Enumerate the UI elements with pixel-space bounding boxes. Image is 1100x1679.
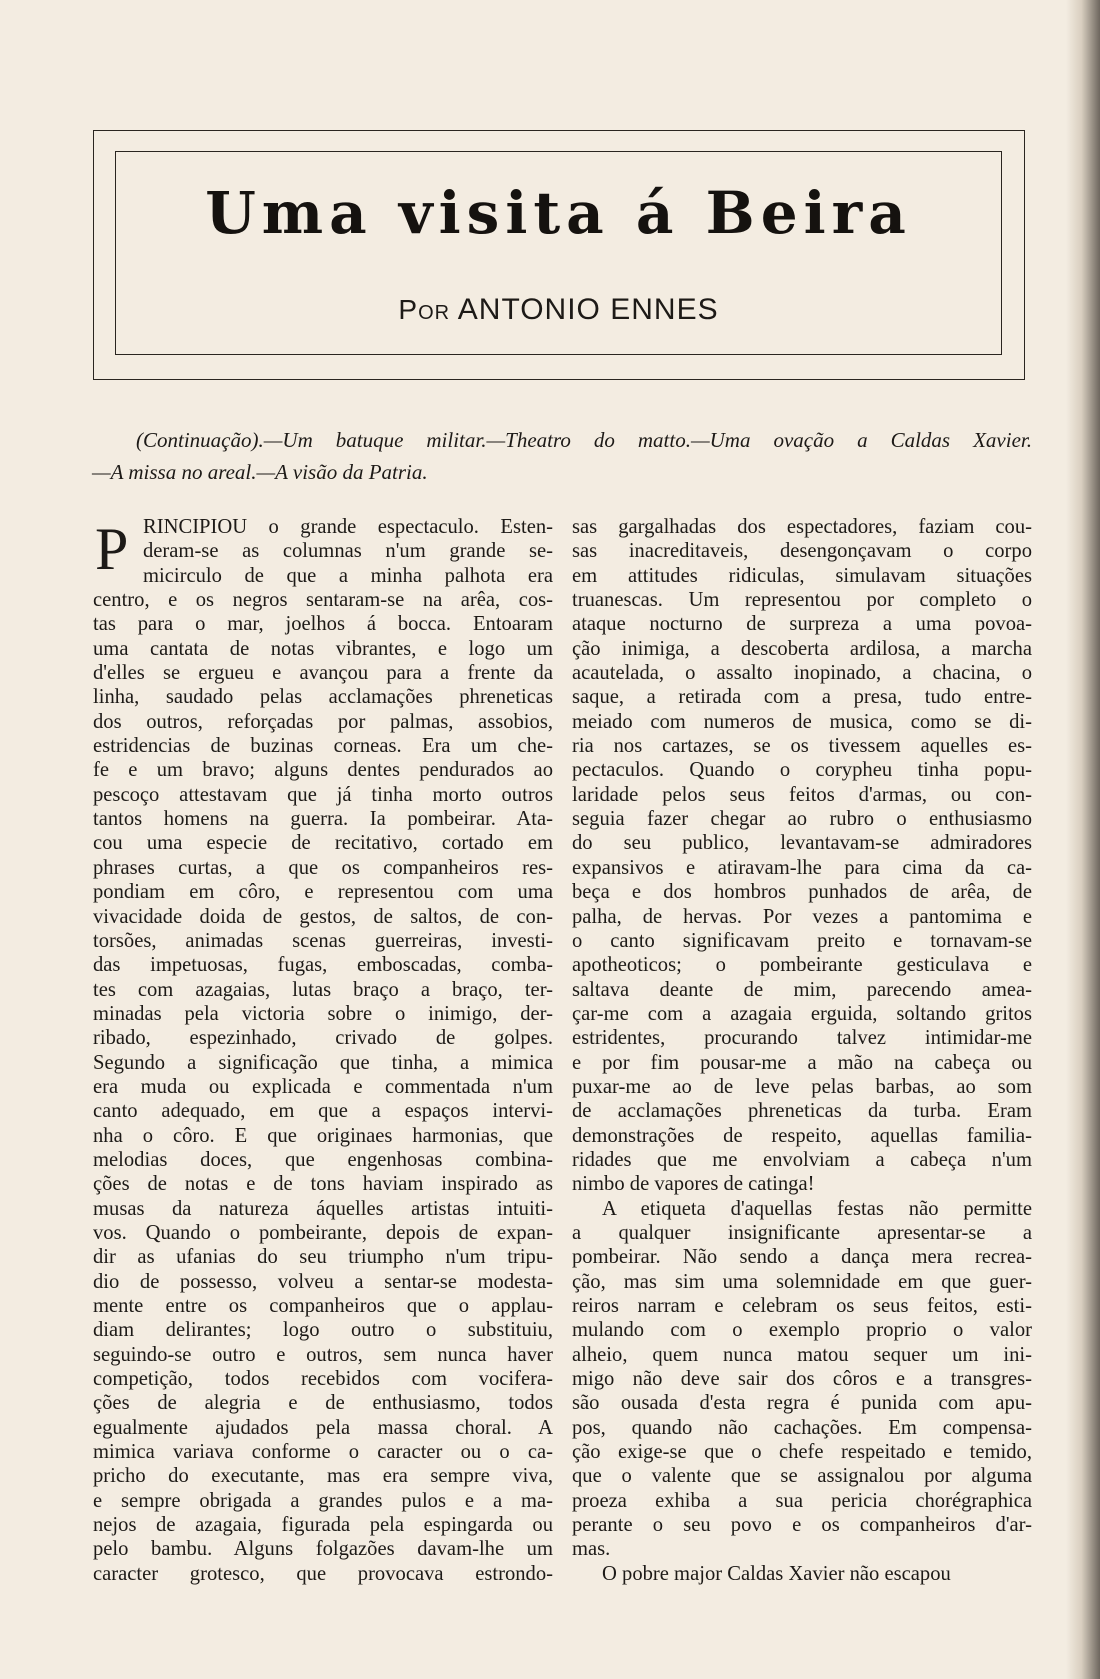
text-line: proeza exhiba a sua pericia chorégraphica	[572, 1489, 1032, 1512]
text-line: a qualquer insignificante apresentar-se a	[572, 1221, 1032, 1244]
text-line: ribado, espezinhado, crivado de golpes.	[93, 1027, 553, 1050]
text-line: mente entre os companheiros que o applau-	[93, 1295, 553, 1317]
text-line: pelo bambu. Alguns folgazões davam-lhe um	[93, 1538, 553, 1561]
text-line: saltava deante de mim, parecendo amea-	[572, 978, 1032, 1001]
text-line: era muda ou explicada e commentada n'um	[93, 1075, 553, 1098]
text-line: alheio, quem nunca matou sequer um ini-	[572, 1343, 1032, 1366]
text-line: nejos de azagaia, figurada pela espingarda ou	[93, 1514, 553, 1537]
text-line: canto adequado, em que a espaços intervi-	[93, 1100, 553, 1123]
text-line: demonstrações de respeito, aquellas familia-	[572, 1124, 1032, 1147]
text-line: acautelada, o assalto inopinado, a chacina, o	[572, 662, 1032, 685]
text-line: meiado com numeros de musica, como se di-	[572, 710, 1032, 733]
text-line: ção exige-se que o chefe respeitado e temido,	[572, 1441, 1032, 1464]
text-line: palha, de hervas. Por vezes a pantomima e	[572, 905, 1032, 928]
text-line: sas inacreditaveis, desengonçavam o corpo	[572, 540, 1032, 563]
text-line: de acclamações phreneticas da turba. Eram	[572, 1100, 1032, 1123]
text-line: reiros narram e celebram os seus feitos, esti-	[572, 1295, 1032, 1317]
text-line: estridentes, procurando talvez intimidar-me	[572, 1027, 1032, 1050]
text-line: saque, a retirada com a presa, tudo entre-	[572, 686, 1032, 709]
text-line: minadas pela victoria sobre o inimigo, der-	[93, 1002, 553, 1025]
text-line: dir as ufanias do seu triumpho n'um tripu-	[93, 1246, 553, 1269]
text-line: competição, todos recebidos com vocifera-	[93, 1368, 553, 1391]
text-line: ções de alegria e de enthusiasmo, todos	[93, 1392, 553, 1415]
text-line: e sempre obrigada a grandes pulos e a ma-	[93, 1489, 553, 1512]
text-line: que o valente que se assignalou por alguma	[572, 1465, 1032, 1488]
text-line: pricho do executante, mas era sempre viva,	[93, 1465, 553, 1488]
text-line: O pobre major Caldas Xavier não escapou	[602, 1562, 951, 1585]
text-line: das impetuosas, fugas, emboscadas, comba-	[93, 954, 553, 977]
text-line: pombeirar. Não sendo a dança mera recrea-	[572, 1246, 1032, 1269]
text-line: seguindo-se outro e outros, sem nunca haver	[93, 1343, 553, 1366]
text-line: puxar-me ao de leve pelas barbas, ao som	[572, 1075, 1032, 1098]
text-line: mas.	[572, 1538, 611, 1561]
text-line: ridades que me envolviam a cabeça n'um	[572, 1148, 1032, 1171]
text-line: ataque nocturno de surpreza a uma povoa-	[572, 613, 1032, 636]
text-line: nimbo de vapores de catinga!	[572, 1173, 815, 1196]
text-line: melodias doces, que engenhosas combina-	[93, 1148, 553, 1171]
byline-prefix: Por	[398, 294, 451, 325]
text-line: musas da natureza áquelles artistas intuiti-	[93, 1197, 553, 1220]
text-line: seguia fazer chegar ao rubro o enthusiasmo	[572, 808, 1032, 831]
chapter-summary	[92, 424, 1032, 488]
article-title: Uma visita á Beira	[205, 179, 912, 247]
text-line: tes com azagaias, lutas braço a braço, ter-	[93, 978, 553, 1001]
text-line: A etiqueta d'aquellas festas não permitte	[602, 1197, 1032, 1220]
text-line: pos, quando não cachações. Em compensa-	[572, 1416, 1032, 1439]
text-line: beça e dos hombros punhados de arêa, de	[572, 881, 1032, 904]
text-line: vos. Quando o pombeirante, depois de expan-	[93, 1221, 553, 1244]
text-line: d'elles se ergueu e avançou para a frente da	[93, 662, 553, 685]
text-line: sas gargalhadas dos espectadores, faziam cou-	[572, 516, 1032, 538]
text-line: cou uma especie de recitativo, cortado em	[93, 832, 553, 855]
text-line: ria nos cartazes, se os tivessem aquelles es-	[572, 735, 1032, 758]
text-line: truanescas. Um representou por completo o	[572, 589, 1032, 612]
left-column	[93, 515, 553, 1586]
text-line: tas para o mar, joelhos á bocca. Entoaram	[93, 613, 553, 636]
text-line: pescoço attestavam que já tinha morto outros	[93, 783, 553, 806]
text-line: tantos homens na guerra. Ia pombeirar. Ata-	[93, 808, 553, 831]
text-line: ção, mas sim uma solemnidade em que guer-	[572, 1270, 1032, 1293]
text-line: Segundo a significação que tinha, a mimica	[93, 1051, 553, 1074]
text-line: linha, saudado pelas acclamações phreneticas	[93, 686, 553, 709]
text-line: RINCIPIOU o grande espectaculo. Esten-	[143, 516, 553, 538]
text-line: apotheoticos; o pombeirante gesticulava e	[572, 954, 1032, 977]
text-line: vivacidade doida de gestos, de saltos, de con-	[93, 905, 553, 928]
text-line: expansivos e atiravam-lhe para cima da ca-	[572, 856, 1032, 879]
text-line: mimica variava conforme o caracter ou o ca-	[93, 1441, 553, 1464]
text-line: diam delirantes; logo outro o substituiu,	[93, 1319, 553, 1342]
text-line: e por fim pousar-me a mão na cabeça ou	[572, 1051, 1032, 1074]
text-line: uma cantata de notas vibrantes, e logo um	[93, 637, 553, 660]
text-line: pondiam em côro, e representou com uma	[93, 881, 553, 904]
text-line: perante o seu povo e os companheiros d'ar-	[572, 1514, 1032, 1537]
text-line: dos outros, reforçadas por palmas, assobios,	[93, 710, 553, 733]
text-line: micirculo de que a minha palhota era	[143, 564, 553, 587]
summary-line-2: —A missa no areal.—A visão da Patria.	[92, 460, 428, 484]
text-line: nha o côro. E que originaes harmonias, que	[93, 1124, 553, 1147]
text-line: phrases curtas, a que os companheiros res-	[93, 856, 553, 879]
text-line: ção inimiga, a descoberta ardilosa, a marcha	[572, 637, 1032, 660]
article-byline	[115, 290, 1002, 330]
right-column	[572, 515, 1032, 1586]
text-line: egualmente ajudados pela massa choral. A	[93, 1416, 553, 1439]
text-line: laridade pelos seus feitos d'armas, ou con-	[572, 783, 1032, 806]
text-line: migo não deve sair dos côros e a transgres-	[572, 1368, 1032, 1391]
text-line: pectaculos. Quando o corypheu tinha popu-	[572, 759, 1032, 782]
text-line: torsões, animadas scenas guerreiras, investi-	[93, 929, 553, 952]
summary-line-1: (Continuação).—Um batuque militar.—Theatro do matto.—Uma ovação a Caldas Xavier.	[136, 428, 1032, 452]
page-edge-shadow	[1066, 0, 1100, 1679]
text-line: ções de notas e de tons haviam inspirado as	[93, 1173, 553, 1196]
text-line: centro, e os negros sentaram-se na arêa, cos-	[93, 589, 553, 612]
text-line: caracter grotesco, que provocava estrondo-	[93, 1562, 553, 1585]
text-line: fe e um bravo; alguns dentes pendurados ao	[93, 759, 553, 782]
text-line: em attitudes ridiculas, simulavam situações	[572, 564, 1032, 587]
text-line: mulando com o exemplo proprio o valor	[572, 1319, 1032, 1342]
drop-cap: P	[95, 516, 129, 582]
text-line: estridencias de buzinas corneas. Era um che-	[93, 735, 553, 758]
text-line: çar-me com a azagaia erguida, soltando gritos	[572, 1002, 1032, 1025]
text-line: deram-se as columnas n'um grande se-	[143, 540, 553, 563]
byline-author: ANTONIO ENNES	[457, 293, 719, 326]
text-line: são ousada d'esta regra é punida com apu-	[572, 1392, 1032, 1415]
text-line: do seu publico, levantavam-se admiradores	[572, 832, 1032, 855]
text-line: dio de possesso, volveu a sentar-se modesta-	[93, 1270, 553, 1293]
text-line: o canto significavam preito e tornavam-se	[572, 929, 1032, 952]
